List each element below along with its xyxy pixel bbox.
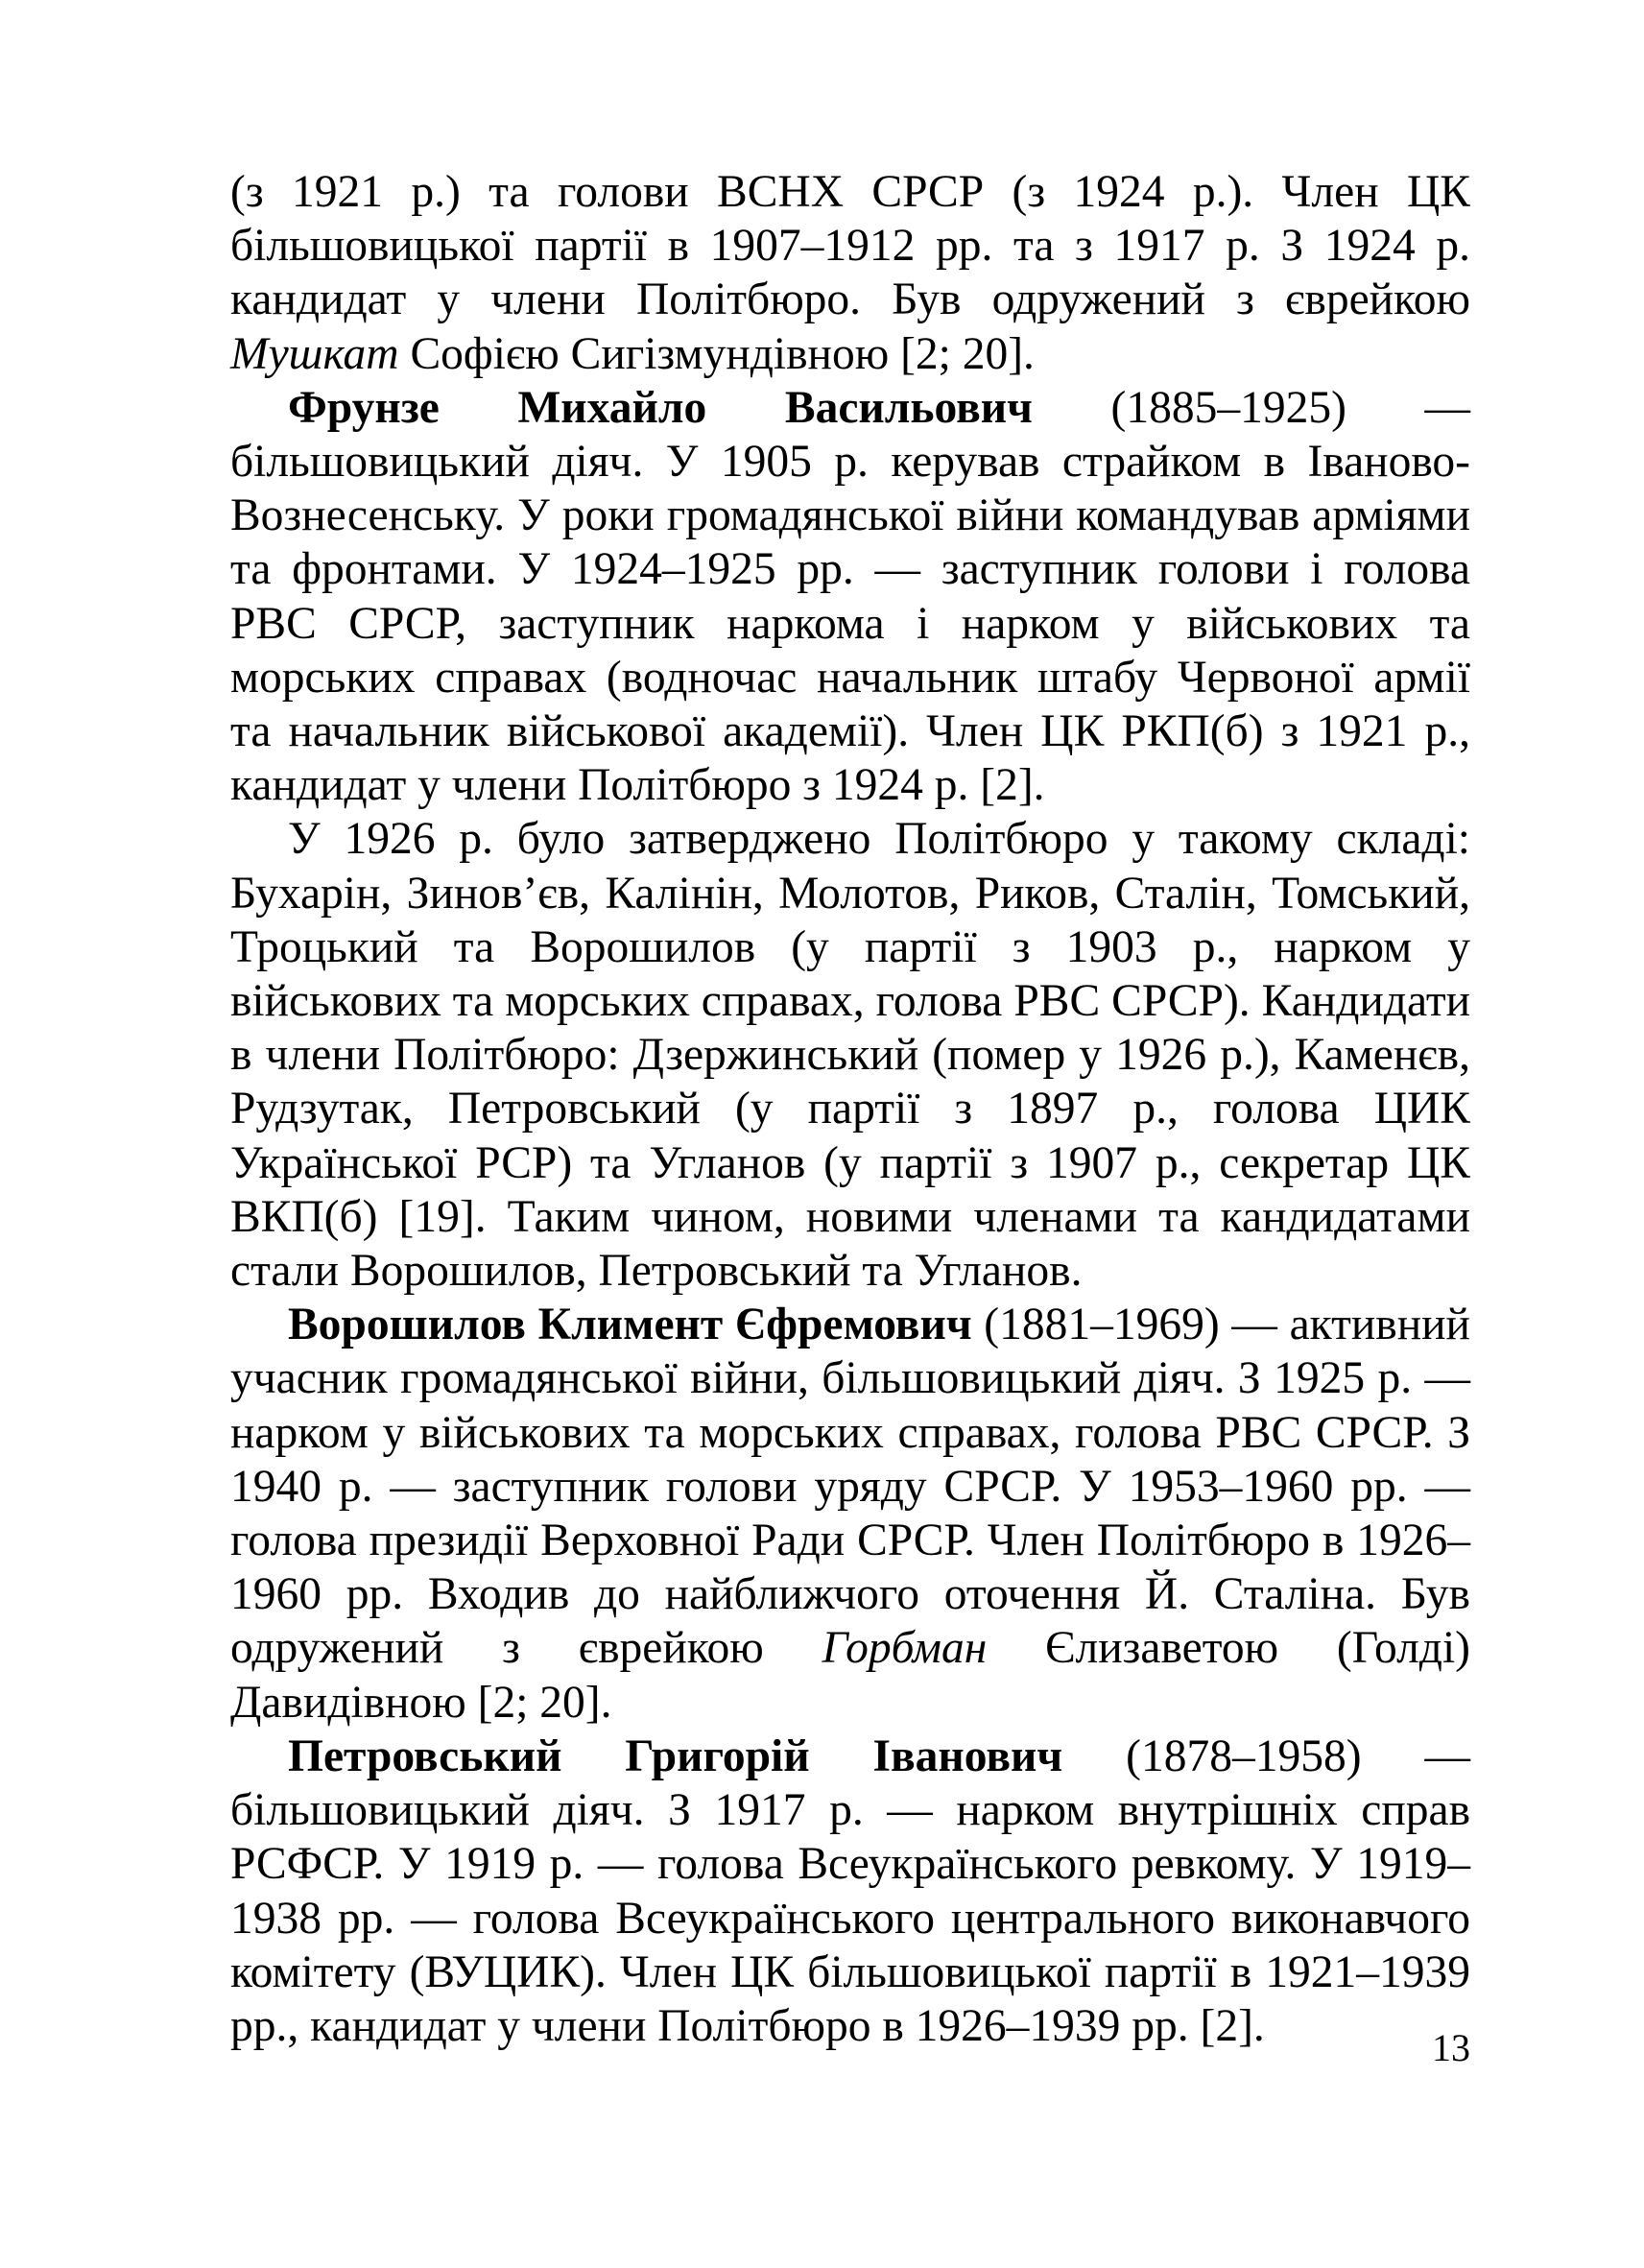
paragraph-text: Єлизаветою (Голді) Давидівною [2; 20]. (230, 1623, 1470, 1728)
italic-surname: Мушкат (230, 328, 399, 379)
italic-surname: Горбман (822, 1623, 988, 1674)
paragraph-voroshilov (230, 1298, 1470, 1730)
entry-name: Ворошилов Климент Єфремович (288, 1300, 972, 1350)
paragraph-text: У 1926 р. було затверджено Політбюро у такому складі: Бухарін, Зинов’єв, Калінін, Молотов, Риков, Сталін, Томський, Троцький та Ворошилов (у партії з 1903 р., нарком у військових та морських справах, голова РВС СРСР). Кандидати в члени Політбюро: Дзержинський (помер у 1926 р.), Каменєв, Рудзутак, Петровський (у партії з 1897 р., голова ЦИК Української РСР) та Угланов (у партії з 1907 р., секретар ЦК ВКП(б) [19]. Таким чином, новими членами та кандидатами стали Ворошилов, Петровський та Угланов. (230, 814, 1470, 1297)
entry-name: Фрунзе Михайло Васильович (288, 382, 1033, 433)
page-body (230, 165, 1470, 2053)
paragraph-text: (1885–1925) — більшовицький діяч. У 1905 р. керував страйком в Іваново-Вознесенську. У роки громадянської війни командував арміями та фронтами. У 1924–1925 рр. — заступник голови і голова РВС СРСР, заступник наркома і нарком у військових та морських справах (водночас начальник штабу Червоної армії та начальник військової академії). Член ЦК РКП(б) з 1921 р., кандидат у члени Політбюро з 1924 р. [2]. (230, 382, 1471, 811)
paragraph-text: (1881–1969) — активний учасник громадянської війни, більшовицький діяч. З 1925 р. — нарком у військових та морських справах, голова РВС СРСР. З 1940 р. — заступник голови уряду СРСР. У 1953–1960 рр. — голова президії Верховної Ради СРСР. Член Політбюро в 1926–1960 рр. Входив до найближчого оточення Й. Сталіна. Був одружений з єврейкою (230, 1300, 1470, 1674)
paragraph-text: (1878–1958) — більшовицький діяч. З 1917 р. — нарком внутрішніх справ РСФСР. У 1919 р. — голова Всеукраїнського ревкому. У 1919–1938 рр. — голова Всеукраїнського центрального виконавчого комітету (ВУЦИК). Член ЦК більшовицької партії в 1921–1939 рр., кандидат у члени Політбюро в 1926–1939 рр. [2]. (230, 1731, 1470, 2051)
entry-name: Петровський Григорій Іванович (288, 1731, 1063, 1781)
paragraph-politburo-1926 (230, 812, 1470, 1298)
page-number: 13 (1432, 2026, 1470, 2069)
paragraph-text: Софією Сигізмундівною [2; 20]. (398, 328, 1035, 379)
paragraph-petrovsky (230, 1730, 1470, 2053)
paragraph-frunze (230, 381, 1470, 813)
paragraph-continuation (230, 165, 1470, 381)
paragraph-text: (з 1921 р.) та голови ВСНХ СРСР (з 1924 р.). Член ЦК більшовицької партії в 1907–1912 рр. та з 1917 р. З 1924 р. кандидат у члени Політбюро. Був одружений з єврейкою (230, 167, 1470, 325)
